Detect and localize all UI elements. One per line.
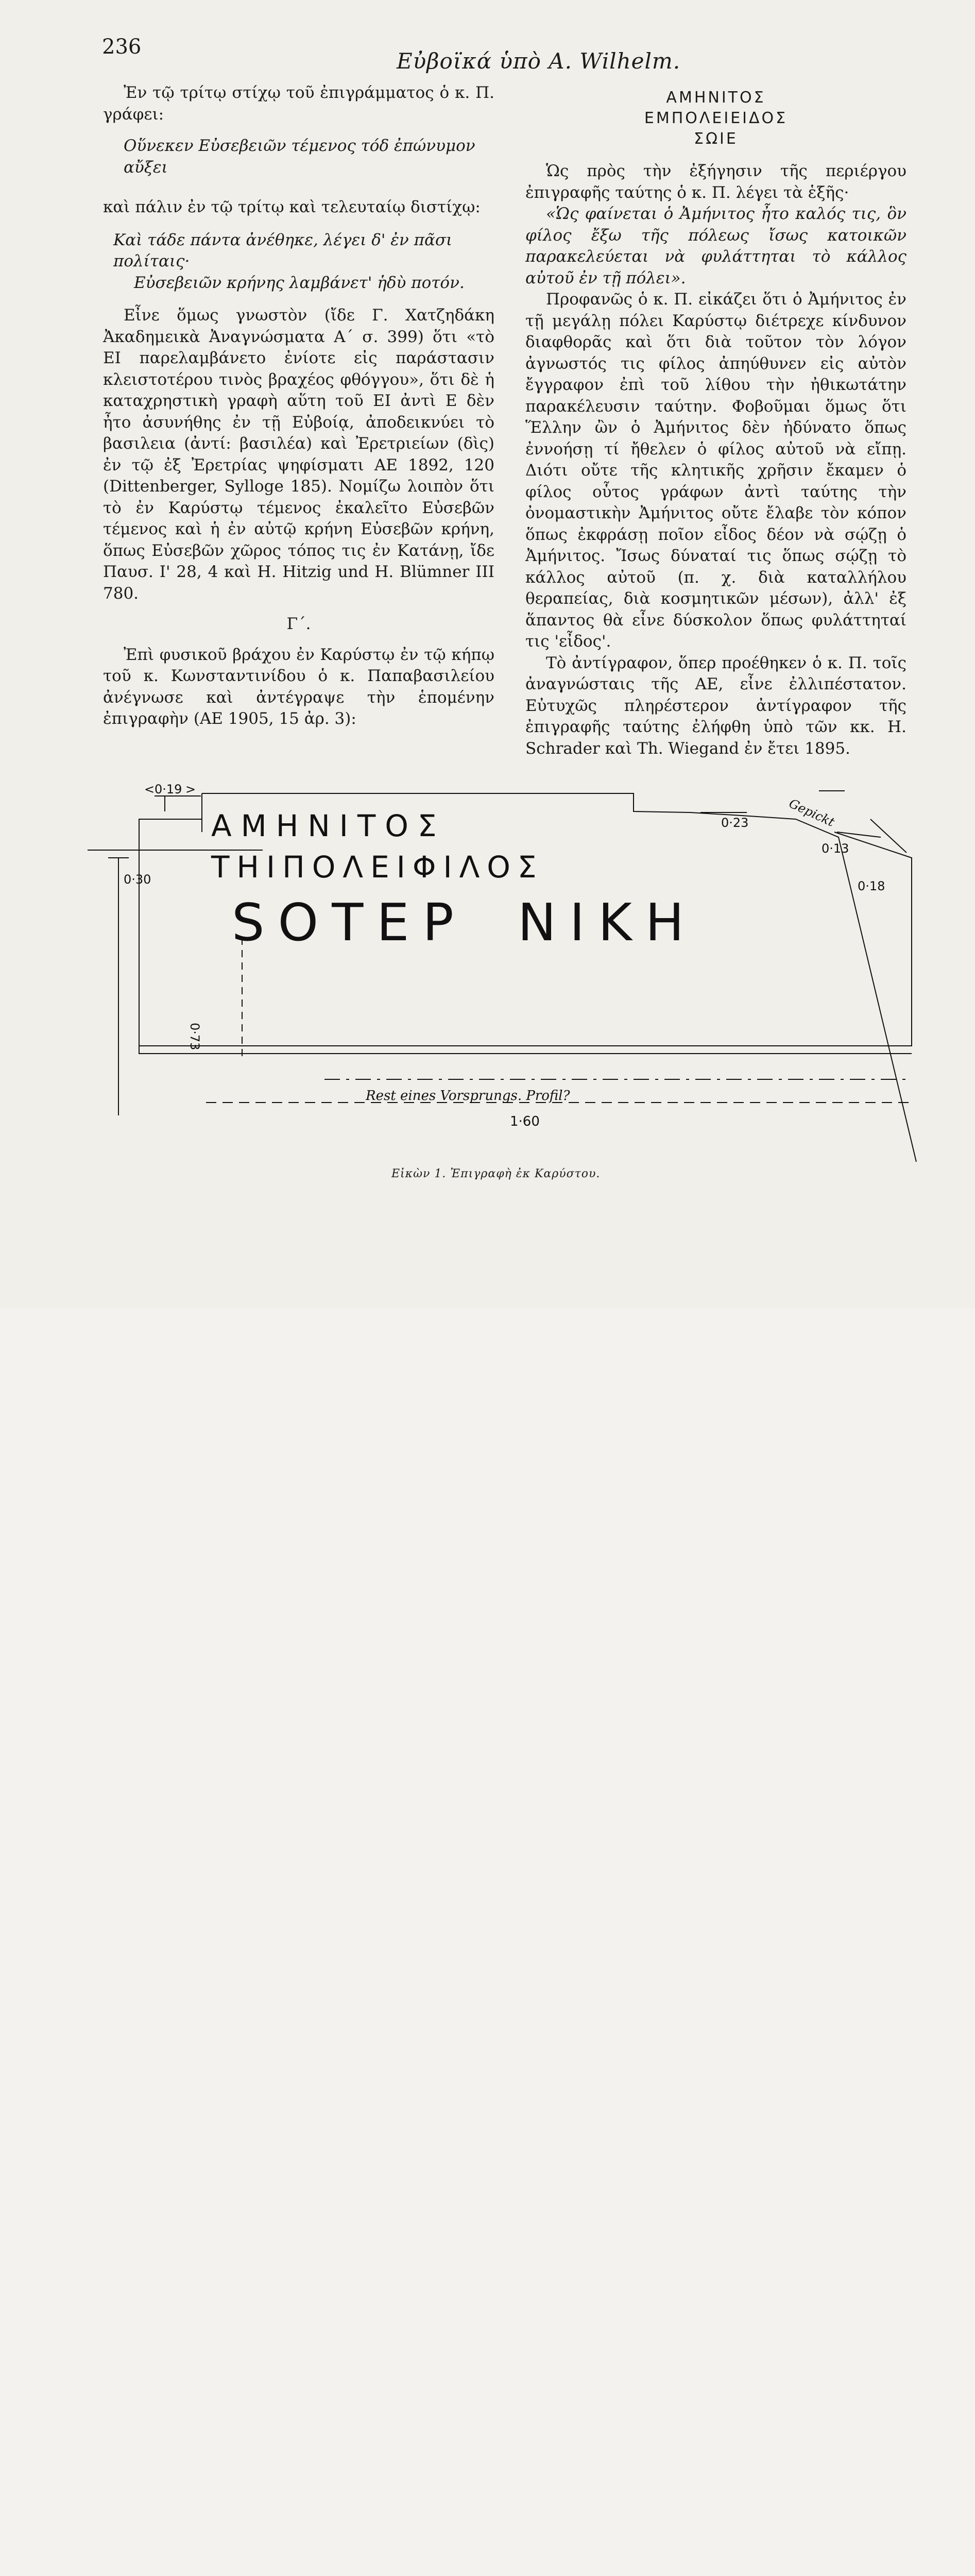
dim-030: 0·30 — [124, 872, 151, 887]
label-gepickt: Gepickt — [786, 796, 837, 830]
paragraph: Ὡς πρὸς τὴν ἐξήγησιν τῆς περιέργου ἐπιγραφῆς ταύτης ὁ κ. Π. λέγει τὰ ἑξῆς· — [525, 162, 906, 202]
paragraph: Ἐν τῷ τρίτῳ στίχῳ τοῦ ἐπιγράμματος ὁ κ. Π. γράφει: — [103, 83, 494, 124]
paragraph: Προφανῶς ὁ κ. Π. εἰκάζει ὅτι ὁ Ἀμήνιτος ἐν τῇ μεγάλῃ πόλει Καρύστῳ διέτρεχε κίνδυνον διαφθορᾶς καὶ ὅτι διὰ τοῦτον τὸν λόγον ἀγνωστός τις φίλος ἀπηύθυνεν εἰς αὐτὸν ἔγγραφον ἐπὶ τοῦ λίθου τὴν ἠθικωτάτην παρακέλευσιν ταύτην. Φοβοῦμαι ὅμως ὅτι Ἕλλην ὢν ὁ Ἀμήνιτος δὲν ἠδύνατο ὅπως ἐννοήσῃ τί ἤθελεν ὁ φίλος αὐτοῦ νὰ εἴπῃ. Διότι οὔτε τῆς κλητικῆς χρῆσιν ἔκαμεν ὁ φίλος οὗτος γράφων ἀντὶ ταύτης τὴν ὀνομαστικὴν Ἀμήνιτος οὔτε ἔλαβε τὸν κόπον ὅπως ἐκφράσῃ ποῖον εἶδος δέον νὰ σῴζῃ ὁ Ἀμήνιτος. Ἴσως δύναταί τις ὅπως σῴζῃ τὸ κάλλος αὐτοῦ (π. χ. διὰ καταλλήλου θεραπείας, διὰ κοσμητικῶν μέσων), ἀλλ' ἐξ ἅπαντος θὰ εἶνε δύσκολον ὅπως φυλάττηταί τις 'εἶδος'. — [525, 290, 906, 651]
left-column — [103, 82, 494, 730]
stone-outline — [202, 793, 922, 1162]
dim-013: 0·13 — [822, 841, 849, 856]
inscription-line: ΣΩΙΕ — [694, 130, 738, 148]
paragraph: καὶ πάλιν ἐν τῷ τρίτῳ καὶ τελευταίῳ διστίχῳ: — [103, 198, 481, 216]
dim-073: 0·73 — [187, 1023, 202, 1050]
verse-line: Καὶ τάδε πάντα ἀνέθηκε, λέγει δ' ἐν πᾶσι πολίταις· — [113, 230, 453, 270]
dim-019: 0·19 — [155, 782, 182, 796]
footer-bar — [0, 1308, 975, 1384]
verse-line: Οὕνεκεν Εὐσεβειῶν τέμενος τόδ ἐπώνυμον αὔξει — [124, 137, 475, 177]
inscription-line-2: ΤΗΙΠΟΛΕΙΦΙΛΟΣ — [211, 850, 544, 885]
dim-arrow-left: < — [144, 782, 155, 796]
quotation: «Ὡς φαίνεται ὁ Ἀμήνιτος ἦτο καλός τις, ὃν φίλος ἔξω τῆς πόλεως ἴσως κατοικῶν παρακελεύεται νὰ φυλάττηται τὸ κάλλος αὐτοῦ ἐν τῇ πόλει». — [525, 205, 906, 287]
label-rest: Rest eines Vorsprungs. Profil? — [366, 1088, 570, 1104]
section-heading: Γ΄. — [286, 615, 311, 633]
dim-arrow-right: > — [185, 782, 196, 796]
paragraph: Ἐπὶ φυσικοῦ βράχου ἐν Καρύστῳ ἐν τῷ κήπῳ τοῦ κ. Κωνσταντινίδου ὁ κ. Παπαβασιλείου ἀνέγνωσε καὶ ἀντέγραψε τὴν ἑπομένην ἐπιγραφὴν (ΑΕ 1905, 15 ἀρ. 3): — [103, 645, 494, 728]
verse-line: Εὐσεβειῶν κρήνης λαμβάνετ' ἡδὺ ποτόν. — [134, 273, 465, 292]
paragraph: Τὸ ἀντίγραφον, ὅπερ προέθηκεν ὁ κ. Π. τοῖς ἀναγνώσταις τῆς ΑΕ, εἶνε ἐλλιπέστατον. Εὐτυχῶς πληρέστερον ἀντίγραφον τῆς ἐπιγραφῆς ταύτης ἐλήφθη ὑπὸ τῶν κκ. H. Schrader καὶ Th. Wiegand ἐν ἔτει 1895. — [525, 653, 906, 758]
inscription-line: ΕΜΠΟΛΕΙΕΙΔΟΣ — [644, 109, 788, 127]
inscription-copy — [525, 88, 906, 149]
dim-018: 0·18 — [858, 879, 885, 893]
inscription-line-3a: SOTEP — [232, 892, 467, 953]
dim-160: 1·60 — [510, 1114, 540, 1129]
inscription-line-1: ΑΜΗΝΙΤΟΣ — [211, 808, 446, 843]
running-head: Εὐβοϊκά ὑπὸ A. Wilhelm. — [397, 48, 681, 74]
right-column — [525, 88, 906, 759]
paragraph: Εἶνε ὅμως γνωστὸν (ἴδε Γ. Χατζηδάκη Ἀκαδημεικὰ Ἀναγνώσματα Α΄ σ. 399) ὅτι «τὸ EI παρελαμβάνετο ἐνίοτε εἰς παράστασιν κλειστοτέρου τινὸς βραχέος φθόγγου», ὅτι δὲ ἡ καταχρηστικὴ γραφὴ αὕτη τοῦ EI ἀντὶ E δὲν ἦτο ἀσυνήθης ἐν τῇ Εὐβοίᾳ, ἀποδεικνύει τὸ βασιλεια (ἀντί: βασιλέα) καὶ Ἐρετριείων (δὶς) ἐν τῷ ἐξ Ἐρετρίας ψηφίσματι ΑΕ 1892, 120 (Dittenberger, Sylloge 185). Νομίζω λοιπὸν ὅτι τὸ ἐν Καρύστῳ τέμενος ἐκαλεῖτο Εὐσεβῶν τέμενος καὶ ἡ ἐν αὐτῷ κρήνη Εὐσεβῶν κρήνη, ὅπως Εὐσεβῶν χῶρος τόπος τις ἐν Κατάνῃ, ἴδε Παυσ. Ι' 28, 4 καὶ H. Hitzig und H. Blümner III 780. — [103, 306, 494, 603]
inscription-drawing — [88, 770, 922, 1162]
dim-023: 0·23 — [721, 816, 749, 830]
page-number: 236 — [102, 35, 142, 59]
figure-caption: Εἰκὼν 1. Ἐπιγραφὴ ἐκ Καρύστου. — [391, 1167, 601, 1180]
inscription-line-3b: ΝΙΚΗ — [518, 892, 698, 953]
inscription-line: ΑΜΗΝΙΤΟΣ — [666, 89, 766, 107]
